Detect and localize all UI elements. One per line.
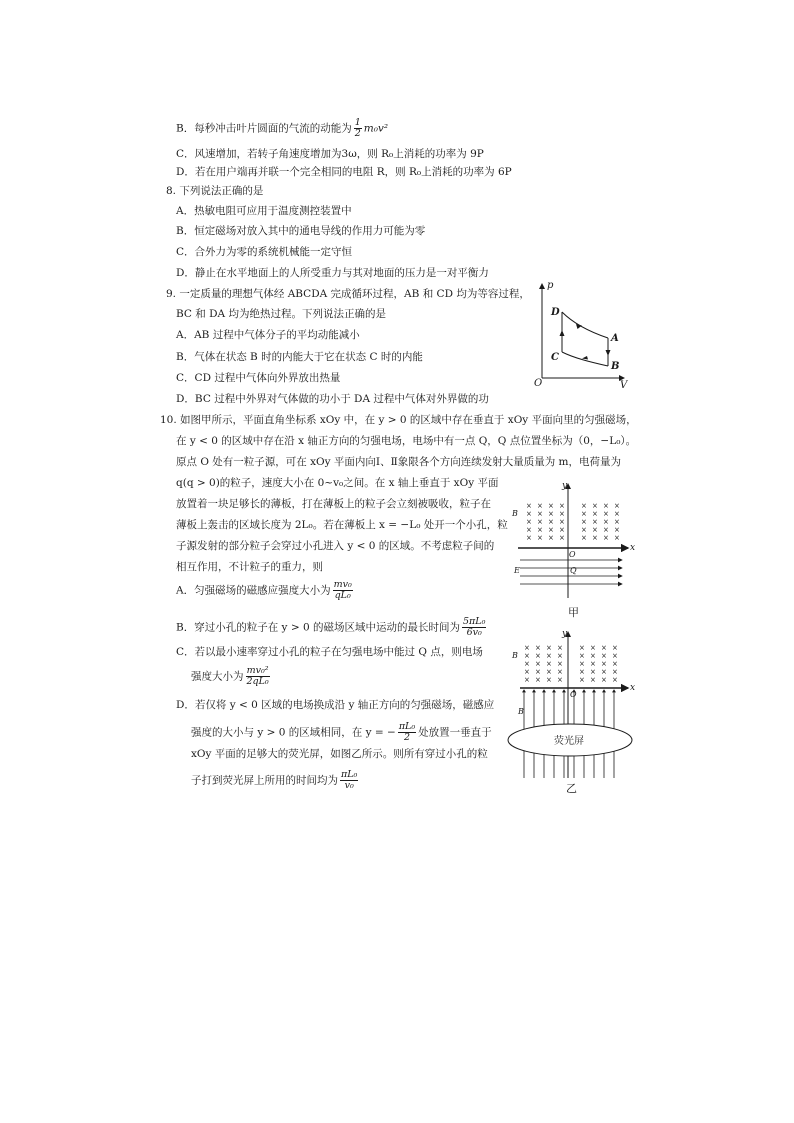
field-cross: ×: [557, 660, 563, 668]
q9-pv-graph: [530, 278, 630, 391]
field-cross: ×: [537, 510, 543, 518]
field-cross: ×: [537, 518, 543, 526]
field-cross: ×: [590, 668, 596, 676]
field-cross: ×: [526, 502, 532, 510]
field-cross: ×: [537, 526, 543, 534]
point-b-label: B: [611, 361, 620, 372]
field-cross: ×: [612, 660, 618, 668]
q7-option-b-text: B．每秒冲击叶片圆面的气流的动能为: [176, 122, 352, 135]
q10-option-d-line-1: D．若仅将 y < 0 区域的电场换成沿 y 轴正方向的匀强磁场，磁感应: [176, 699, 495, 711]
field-cross: ×: [603, 534, 609, 542]
curve-da: [562, 312, 608, 338]
field-cross: ×: [557, 676, 563, 684]
field-cross: ×: [559, 502, 565, 510]
q10-option-a-fraction: [333, 580, 353, 601]
field-cross: ×: [557, 652, 563, 660]
q10-figure-yi: [506, 628, 640, 798]
field-cross: ×: [592, 526, 598, 534]
fraction-denominator: v₀: [344, 780, 354, 791]
field-cross: ×: [537, 502, 543, 510]
field-cross: ×: [557, 644, 563, 652]
field-cross: ×: [612, 668, 618, 676]
q8-option-d: D．静止在水平地面上的人所受重力与其对地面的压力是一对平衡力: [176, 267, 489, 279]
field-cross: ×: [590, 644, 596, 652]
q9-stem-line-1: 9. 一定质量的理想气体经 ABCDA 完成循环过程，AB 和 CD 均为等容过程，: [166, 288, 530, 300]
field-cross: ×: [581, 510, 587, 518]
q7-option-d: D．若在用户端再并联一个完全相同的电阻 R，则 R₀上消耗的功率为 6P: [176, 166, 512, 178]
field-cross: ×: [548, 518, 554, 526]
field-cross: ×: [612, 652, 618, 660]
arrow-bc: [582, 356, 588, 360]
field-cross: ×: [581, 502, 587, 510]
field-cross: ×: [548, 534, 554, 542]
fraction-numerator: πL₀: [341, 769, 358, 780]
q10-figure-jia: [510, 480, 640, 620]
field-cross: ×: [526, 510, 532, 518]
p-axis-label: p: [547, 280, 554, 291]
field-cross: ×: [614, 518, 620, 526]
q10-option-a: [176, 580, 355, 601]
field-cross: ×: [612, 644, 618, 652]
field-cross: ×: [546, 676, 552, 684]
q10-line-3: 原点 O 处有一粒子源，可在 xOy 平面内向Ⅰ、Ⅱ象限各个方向连续发射大量质量为 m，电荷量为: [176, 456, 621, 468]
x-axis-label: x: [630, 543, 636, 553]
q10-option-b: [176, 617, 488, 638]
field-cross: ×: [524, 676, 530, 684]
b-field-label-bottom: B: [518, 707, 524, 716]
point-a-label: A: [611, 333, 619, 344]
field-cross: ×: [548, 526, 554, 534]
field-cross: ×: [579, 668, 585, 676]
screen-label: 荧光屏: [554, 736, 584, 747]
field-cross: ×: [557, 668, 563, 676]
field-cross: ×: [546, 644, 552, 652]
q9-option-c: C．CD 过程中气体向外界放出热量: [176, 372, 341, 384]
field-cross: ×: [603, 526, 609, 534]
field-cross: ×: [592, 518, 598, 526]
field-cross: ×: [526, 534, 532, 542]
field-cross: ×: [601, 644, 607, 652]
field-cross: ×: [581, 518, 587, 526]
q10-option-b-fraction: [462, 617, 486, 638]
field-cross: ×: [592, 510, 598, 518]
q10-line-1: 10. 如图甲所示，平面直角坐标系 xOy 中，在 y > 0 的区域中存在垂直于 xOy 平面向里的匀强磁场，: [160, 414, 637, 426]
field-cross: ×: [537, 534, 543, 542]
field-cross: ×: [590, 652, 596, 660]
q10-option-d-line-4: [191, 770, 360, 791]
field-cross: ×: [535, 660, 541, 668]
field-cross: ×: [524, 668, 530, 676]
field-cross: ×: [559, 526, 565, 534]
field-cross: ×: [579, 660, 585, 668]
field-cross: ×: [524, 652, 530, 660]
field-cross: ×: [579, 652, 585, 660]
origin-label: O: [534, 378, 543, 389]
q10-option-d-line-3: xOy 平面的足够大的荧光屏，如图乙所示。则所有穿过小孔的粒: [191, 748, 488, 760]
fraction-numerator: 1: [354, 117, 361, 128]
q10-line-4: q(q > 0)的粒子，速度大小在 0~v₀之间。在 x 轴上垂直于 xOy 平面: [176, 477, 499, 489]
q9-option-d: D．BC 过程中外界对气体做的功小于 DA 过程中气体对外界做的功: [176, 393, 489, 405]
q8-option-c: C．合外力为零的系统机械能一定守恒: [176, 246, 353, 258]
field-cross: ×: [614, 510, 620, 518]
field-cross: ×: [579, 676, 585, 684]
origin-label: O: [570, 690, 577, 699]
origin-label: O: [569, 550, 576, 559]
field-cross: ×: [601, 660, 607, 668]
field-cross: ×: [614, 526, 620, 534]
point-q-label: Q: [570, 566, 577, 575]
field-cross: ×: [548, 510, 554, 518]
y-axis-label: y: [562, 629, 568, 639]
fraction-numerator: 5πL₀: [462, 616, 486, 627]
fraction-denominator: 2: [354, 128, 361, 139]
q10-line-7: 子源发射的部分粒子会穿过小孔进入 y < 0 的区域。不考虑粒子间的: [176, 540, 495, 552]
field-cross: ×: [535, 644, 541, 652]
q10-option-c-line-2: [191, 666, 272, 687]
field-cross: ×: [601, 652, 607, 660]
b-field-label: B: [512, 509, 518, 518]
field-cross: ×: [524, 644, 530, 652]
field-cross: ×: [590, 660, 596, 668]
q8-option-a: A．热敏电阻可应用于温度测控装置中: [176, 205, 352, 217]
field-cross: ×: [524, 660, 530, 668]
q10-option-d-fraction-2: [340, 770, 358, 791]
field-cross: ×: [559, 510, 565, 518]
q10-option-d-line-2: [191, 722, 492, 743]
fraction-denominator: 2qL₀: [246, 676, 269, 687]
q8-option-b: B．恒定磁场对放入其中的通电导线的作用力可能为零: [176, 225, 426, 237]
q7-option-b: [176, 118, 388, 139]
field-cross: ×: [601, 668, 607, 676]
field-cross: ×: [559, 534, 565, 542]
magnetic-field-crosses: [526, 502, 620, 542]
e-field-label: E: [514, 566, 520, 575]
field-cross: ×: [592, 534, 598, 542]
field-cross: ×: [592, 502, 598, 510]
field-cross: ×: [548, 502, 554, 510]
q9-option-b: B．气体在状态 B 时的内能大于它在状态 C 时的内能: [176, 351, 423, 363]
figure-caption-yi: 乙: [566, 782, 577, 795]
field-cross: ×: [535, 668, 541, 676]
q10-option-d-text: 强度的大小与 y > 0 的区域相同，在 y = −: [191, 726, 396, 739]
field-cross: ×: [535, 652, 541, 660]
q10-line-6: 薄板上轰击的区域长度为 2L₀。若在薄板上 x = −L₀ 处开一个小孔，粒: [176, 519, 508, 531]
q10-option-b-text: B．穿过小孔的粒子在 y > 0 的磁场区域中运动的最长时间为: [176, 621, 460, 634]
field-cross: ×: [601, 676, 607, 684]
fraction-denominator: 6v₀: [466, 627, 482, 638]
q8-stem: 8. 下列说法正确的是: [166, 185, 264, 197]
q10-option-c-fraction: [246, 666, 270, 687]
fraction-numerator: mv₀²: [246, 665, 269, 676]
fraction-numerator: mv₀: [333, 579, 352, 590]
field-cross: ×: [612, 676, 618, 684]
fraction-denominator: qL₀: [334, 590, 351, 601]
field-cross: ×: [614, 502, 620, 510]
field-cross: ×: [581, 534, 587, 542]
figure-caption-jia: 甲: [568, 606, 579, 619]
q10-option-c-line-1: C．若以最小速率穿过小孔的粒子在匀强电场中能过 Q 点，则电场: [176, 646, 483, 658]
q10-line-2: 在 y < 0 的区域中存在沿 x 轴正方向的匀强电场，电场中有一点 Q，Q 点位置坐标为（0，−L₀）。: [176, 435, 637, 447]
q9-option-a: A．AB 过程中气体分子的平均动能减小: [176, 329, 360, 341]
field-cross: ×: [559, 518, 565, 526]
fraction-denominator: 2: [403, 732, 411, 743]
field-cross: ×: [603, 518, 609, 526]
q10-option-a-text: A．匀强磁场的磁感应强度大小为: [176, 584, 331, 597]
q7-option-c: C．风速增加，若转子角速度增加为3ω，则 R₀上消耗的功率为 9P: [176, 148, 484, 160]
field-cross: ×: [614, 534, 620, 542]
q7-option-b-formula: m₀v²: [363, 122, 389, 135]
q10-option-c-text: 强度大小为: [191, 670, 244, 683]
q10-option-d-text-4: 子打到荧光屏上所用的时间均为: [191, 774, 338, 787]
q10-line-5: 放置着一块足够长的薄板，打在薄板上的粒子会立刻被吸收，粒子在: [176, 498, 491, 510]
field-cross: ×: [590, 676, 596, 684]
y-axis-label: y: [562, 481, 568, 491]
q10-option-d-fraction-1: [398, 722, 416, 743]
field-cross: ×: [526, 518, 532, 526]
field-cross: ×: [579, 644, 585, 652]
field-cross: ×: [581, 526, 587, 534]
q7-option-b-fraction: [354, 118, 362, 139]
field-cross: ×: [546, 652, 552, 660]
arrow-ab: [606, 350, 611, 356]
field-cross: ×: [546, 660, 552, 668]
arrow-cd: [560, 330, 565, 336]
field-cross: ×: [603, 502, 609, 510]
v-axis-label: V: [620, 380, 628, 391]
fraction-numerator: πL₀: [398, 721, 416, 732]
q10-line-8: 相互作用，不计粒子的重力，则: [176, 561, 323, 573]
magnetic-field-crosses-top: [524, 644, 618, 684]
q10-option-d-text-post: 处放置一垂直于: [418, 726, 492, 739]
field-cross: ×: [526, 526, 532, 534]
q9-stem-line-2: BC 和 DA 均为绝热过程。下列说法正确的是: [176, 308, 386, 320]
b-field-label-top: B: [512, 651, 518, 660]
field-cross: ×: [546, 668, 552, 676]
point-d-label: D: [551, 307, 560, 318]
field-cross: ×: [535, 676, 541, 684]
field-cross: ×: [603, 510, 609, 518]
x-axis-label: x: [630, 683, 636, 693]
point-c-label: C: [551, 352, 559, 363]
